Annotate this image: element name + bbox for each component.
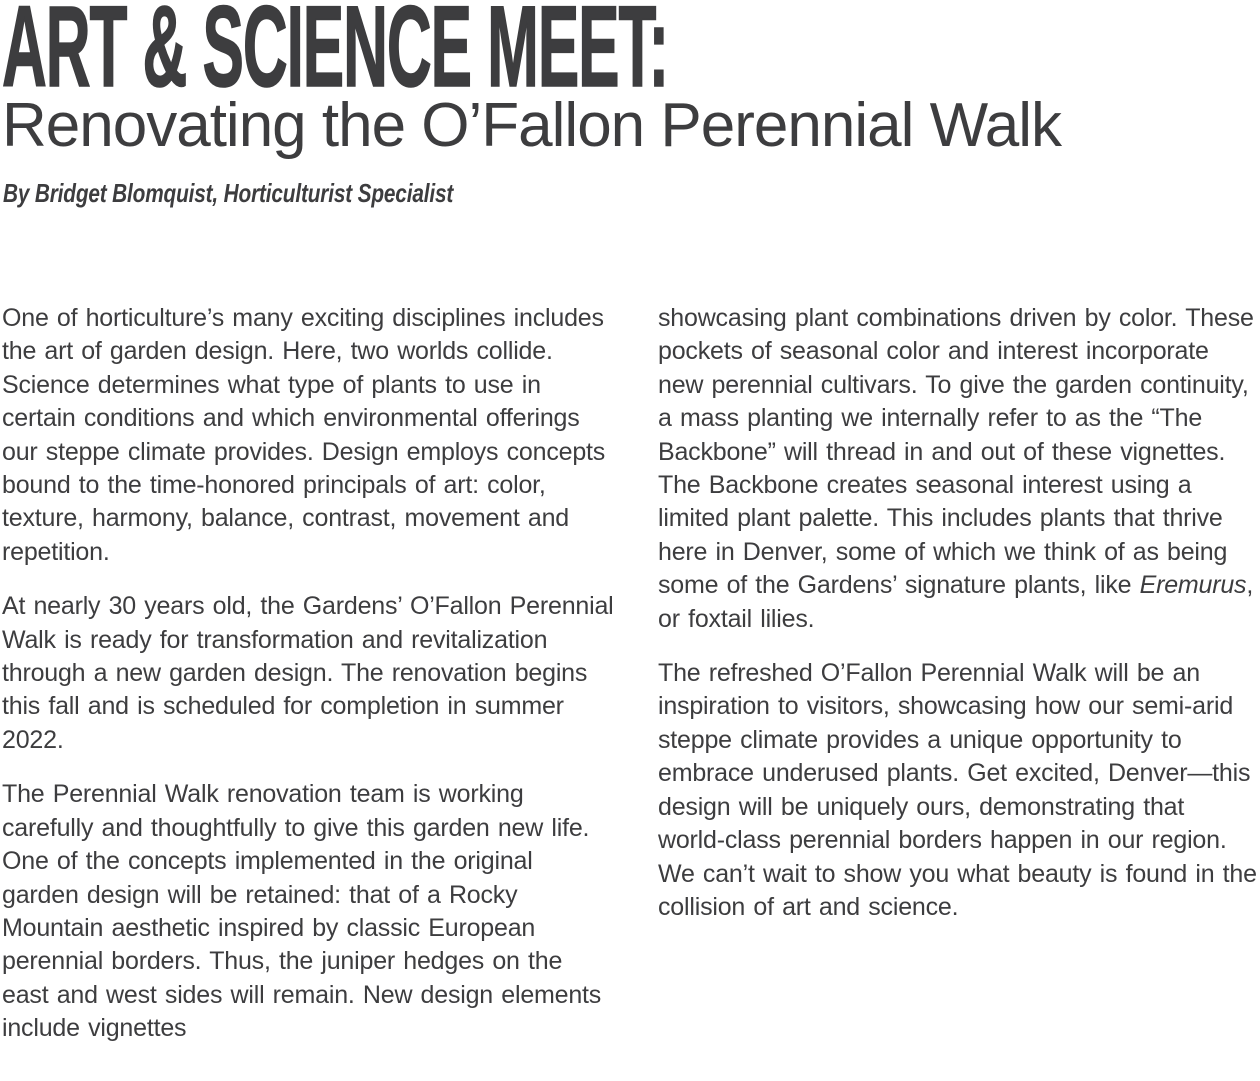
paragraph-vignettes-continuation [658, 302, 1258, 636]
paragraph-thirty-years: At nearly 30 years old, the Gardens’ O’Fallon Perennial Walk is ready for transformation and revitalization through a new garden design. The renovation begins this fall and is scheduled for completion in summer 2022. [2, 592, 614, 754]
article-body [2, 302, 1258, 1046]
latin-plant-name: Eremurus [1139, 571, 1247, 600]
article-title: ART & SCIENCE MEET: [2, 0, 669, 111]
article-byline: By Bridget Blomquist, Horticulturist Specialist [3, 178, 454, 208]
text-column-left [2, 302, 614, 1046]
paragraph-vignettes-text-before: showcasing plant combinations driven by color. These pockets of seasonal color and interest incorporate new perennial cultivars. To give the garden continuity, a mass planting we internally refer to as the “The Backbone” will thread in and out of these vignettes. The Backbone creates seasonal interest using a limited plant palette. This includes plants that thrive here in Denver, some of which we think of as being some of the Gardens’ signature plants, like [658, 304, 1254, 600]
paragraph-vignettes-text-after: , or foxtail lilies. [658, 571, 1254, 633]
text-column-right [658, 302, 1258, 1046]
paragraph-refreshed-walk: The refreshed O’Fallon Perennial Walk will be an inspiration to visitors, showcasing how our semi-arid steppe climate provides a unique opportunity to embrace underused plants. Get excited, Denver—this design will be uniquely ours, demonstrating that world-class perennial borders happen in our region. We can’t wait to show you what beauty is found in the collision of art and science. [658, 659, 1257, 921]
paragraph-disciplines: One of horticulture’s many exciting disciplines includes the art of garden design. Here, two worlds collide. Science determines what type of plants to use in certain conditions and which environmental offerings our steppe climate provides. Design employs concepts bound to the time-honored principals of art: color, texture, harmony, balance, contrast, movement and repetition. [2, 304, 606, 566]
article-subtitle: Renovating the O’Fallon Perennial Walk [2, 91, 1062, 160]
paragraph-renovation-team: The Perennial Walk renovation team is working carefully and thoughtfully to give this garden new life. One of the concepts implemented in the original garden design will be retained: that of a Rocky Mountain aesthetic inspired by classic European perennial borders. Thus, the juniper hedges on the east and west sides will remain. New design elements include vignettes [2, 780, 602, 1043]
